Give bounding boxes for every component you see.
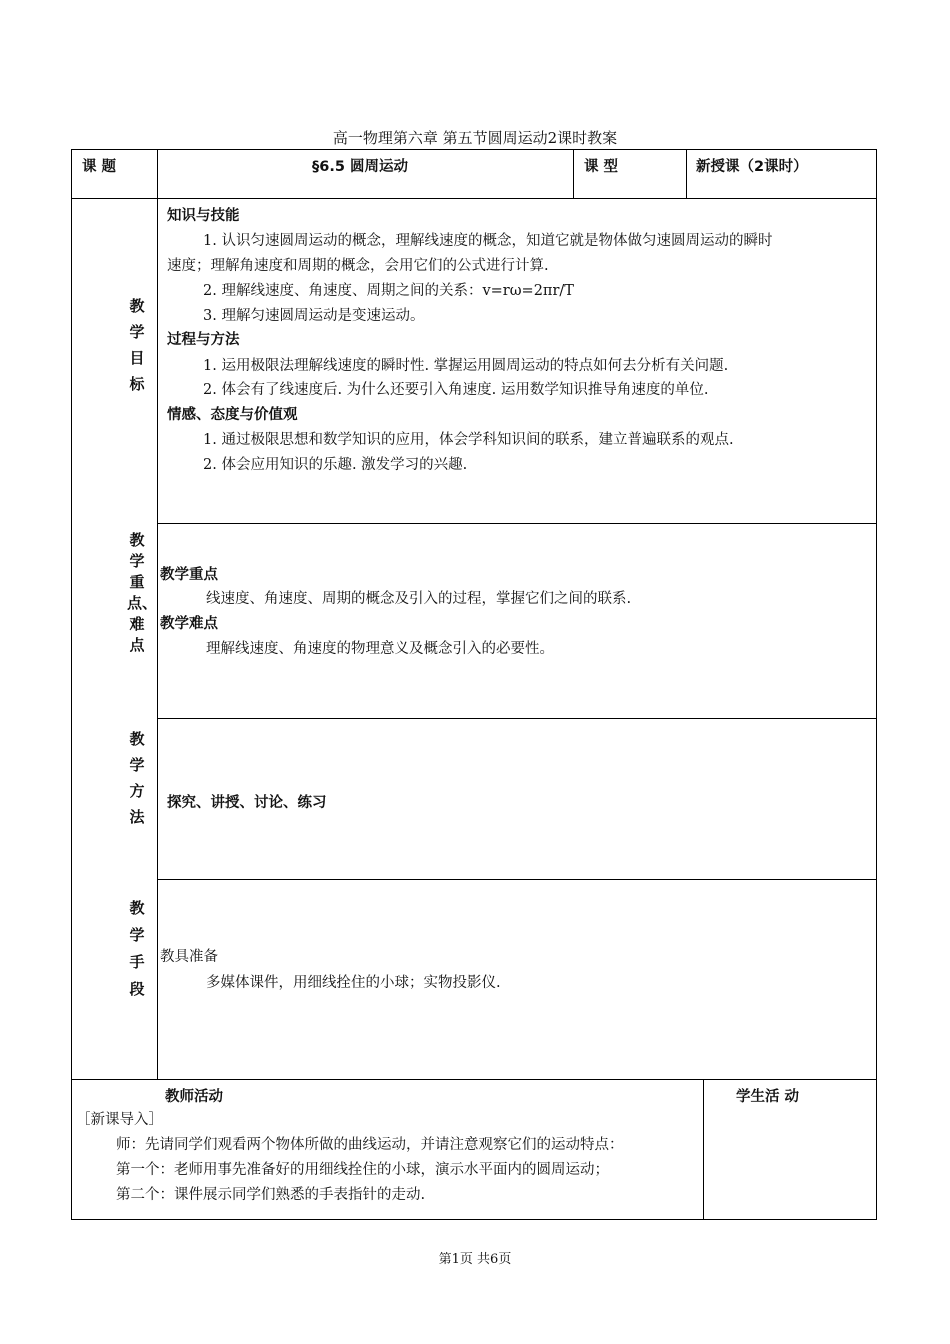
- methods-text: 探究、讲授、讨论、练习: [167, 795, 327, 811]
- objective-item: 1. 通过极限思想和数学知识的应用，体会学科知识间的联系，建立普遍联系的观点.: [203, 432, 734, 448]
- document-title: 高一物理第六章 第五节圆周运动2课时教案: [332, 129, 618, 147]
- objective-item: 2. 体会应用知识的乐趣. 激发学习的兴趣.: [203, 457, 468, 473]
- header-type-value: 新授课（2课时）: [696, 159, 808, 175]
- objective-item: 2. 理解线速度、角速度、周期之间的关系：v=rω=2πr/T: [203, 283, 574, 299]
- teacher-activity-heading: 教师活动: [165, 1089, 223, 1105]
- student-activity-heading: 学生活 动: [736, 1089, 800, 1105]
- keypoints-label: 教 学 重 点、 难 点: [127, 531, 158, 654]
- objective-item: 1. 认识匀速圆周运动的概念，理解线速度的概念，知道它就是物体做匀速圆周运动的瞬时: [203, 233, 773, 249]
- tools-heading: 教具准备: [160, 949, 218, 965]
- keypoints-heading-focus: 教学重点: [160, 567, 218, 583]
- objective-item: 速度；理解角速度和周期的概念，会用它们的公式进行计算.: [167, 258, 549, 274]
- header-topic-label: 课 题: [82, 159, 117, 175]
- header-topic-value: §6.5 圆周运动: [312, 159, 408, 175]
- activity-line: 师：先请同学们观看两个物体所做的曲线运动，并请注意观察它们的运动特点：: [116, 1137, 624, 1153]
- keypoints-focus-text: 线速度、角速度、周期的概念及引入的过程，掌握它们之间的联系.: [206, 591, 632, 607]
- activity-line: 第二个：课件展示同学们熟悉的手表指针的走动.: [116, 1187, 426, 1203]
- tools-label: 教 学 手 段: [129, 899, 145, 998]
- objective-item: 1. 运用极限法理解线速度的瞬时性. 掌握运用圆周运动的特点如何去分析有关问题.: [203, 358, 729, 374]
- activity-line: 第一个：老师用事先准备好的用细线拴住的小球，演示水平面内的圆周运动；: [116, 1162, 609, 1178]
- methods-label: 教 学 方 法: [129, 730, 145, 826]
- objectives-heading-emotion: 情感、态度与价值观: [167, 407, 298, 423]
- new-lesson-intro: ［新课导入］: [76, 1112, 163, 1128]
- page-footer: 第1页 共6页: [438, 1252, 512, 1267]
- tools-text: 多媒体课件，用细线拴住的小球；实物投影仪.: [206, 975, 501, 991]
- header-type-label: 课 型: [584, 159, 619, 175]
- objectives-label: 教 学 目 标: [129, 297, 145, 393]
- objective-item: 2. 体会有了线速度后. 为什么还要引入角速度. 运用数学知识推导角速度的单位.: [203, 382, 709, 398]
- keypoints-difficulty-text: 理解线速度、角速度的物理意义及概念引入的必要性。: [206, 641, 554, 657]
- objectives-heading-process: 过程与方法: [167, 332, 240, 348]
- keypoints-heading-difficulty: 教学难点: [160, 616, 218, 632]
- objective-item: 3. 理解匀速圆周运动是变速运动。: [203, 308, 425, 324]
- objectives-heading-knowledge: 知识与技能: [167, 208, 240, 224]
